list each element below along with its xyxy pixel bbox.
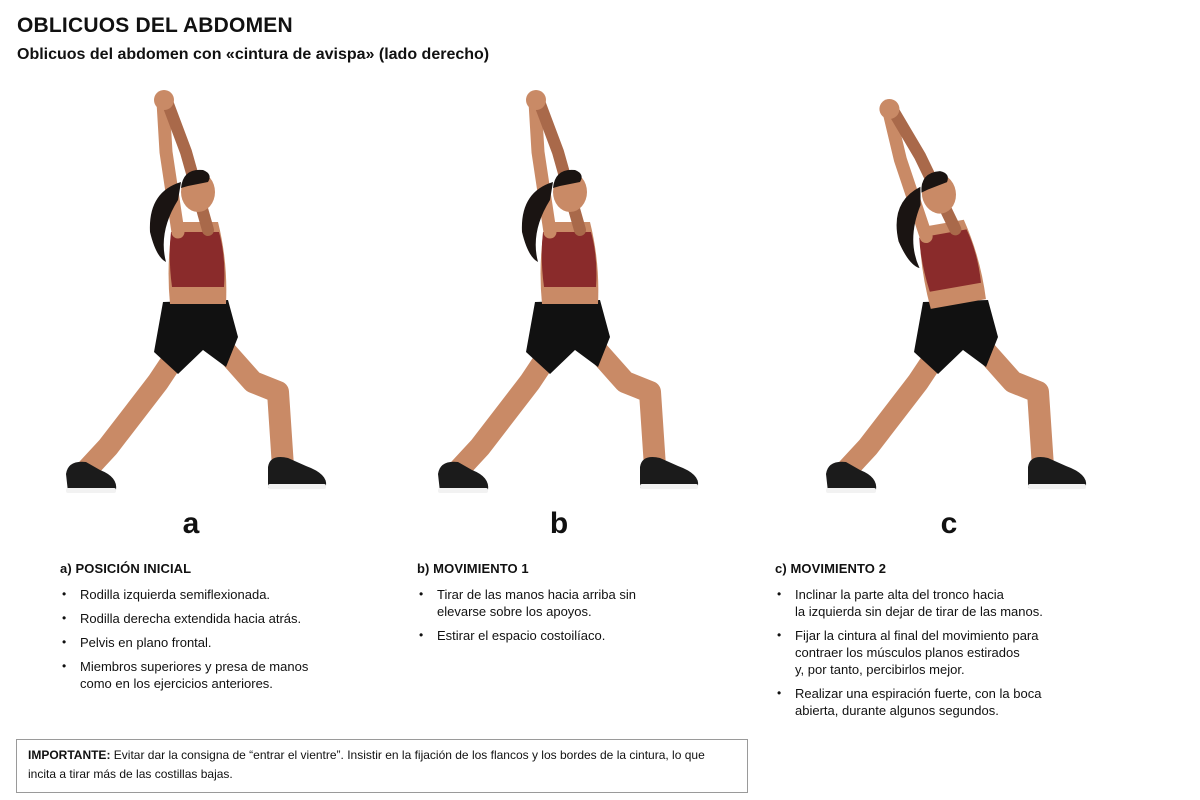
- bullet-item: • Tirar de las manos hacia arriba sin elevarse sobre los apoyos.: [417, 586, 747, 620]
- bullet-item: • Estirar el espacio costoilíaco.: [417, 627, 747, 644]
- figure-step-a: [38, 82, 338, 507]
- step-letter-c: c: [940, 507, 958, 540]
- step-a-instructions: [60, 561, 390, 699]
- athlete-illustration-c: [798, 82, 1098, 507]
- bullet-item: • Inclinar la parte alta del tronco hacia la izquierda sin dejar de tirar de las manos.: [775, 586, 1095, 620]
- athlete-illustration-a: [38, 82, 338, 507]
- bullet-item: • Realizar una espiración fuerte, con la boca abierta, durante algunos segundos.: [775, 685, 1095, 719]
- bullet-item: • Pelvis en plano frontal.: [60, 634, 390, 651]
- important-text: Evitar dar la consigna de “entrar el vientre”. Insistir en la fijación de los flancos y los bordes de la cintura, lo que incita a tirar más de las costillas bajas.: [28, 748, 705, 781]
- upper-body: [874, 88, 986, 312]
- important-note: [16, 739, 748, 793]
- step-a-heading: a) POSICIÓN INICIAL: [60, 561, 192, 576]
- page-subtitle: Oblicuos del abdomen con «cintura de avispa» (lado derecho): [17, 46, 490, 63]
- step-c-bullets: [775, 586, 1095, 719]
- step-b-bullets: [417, 586, 747, 644]
- step-letter-a: a: [182, 507, 200, 540]
- figure-step-c: [798, 82, 1098, 507]
- bullet-item: • Rodilla derecha extendida hacia atrás.: [60, 610, 390, 627]
- step-b-heading: b) MOVIMIENTO 1: [417, 561, 529, 576]
- step-b-instructions: [417, 561, 747, 651]
- legs: [826, 300, 1086, 493]
- upper-body: [522, 90, 598, 304]
- legs: [66, 300, 326, 493]
- bullet-item: • Rodilla izquierda semiflexionada.: [60, 586, 390, 603]
- important-label: IMPORTANTE:: [28, 748, 111, 762]
- upper-body: [150, 90, 226, 304]
- step-letter-b: b: [549, 507, 569, 540]
- legs: [438, 300, 698, 493]
- figure-step-b: [410, 82, 710, 507]
- bullet-item: • Fijar la cintura al final del movimiento para contraer los músculos planos estirados y, por tanto, percibirlos mejor.: [775, 627, 1095, 678]
- step-a-bullets: [60, 586, 390, 692]
- step-c-heading: c) MOVIMIENTO 2: [775, 561, 887, 576]
- page-title: OBLICUOS DEL ABDOMEN: [17, 14, 293, 37]
- step-c-instructions: [775, 561, 1095, 726]
- bullet-item: • Miembros superiores y presa de manos como en los ejercicios anteriores.: [60, 658, 390, 692]
- athlete-illustration-b: [410, 82, 710, 507]
